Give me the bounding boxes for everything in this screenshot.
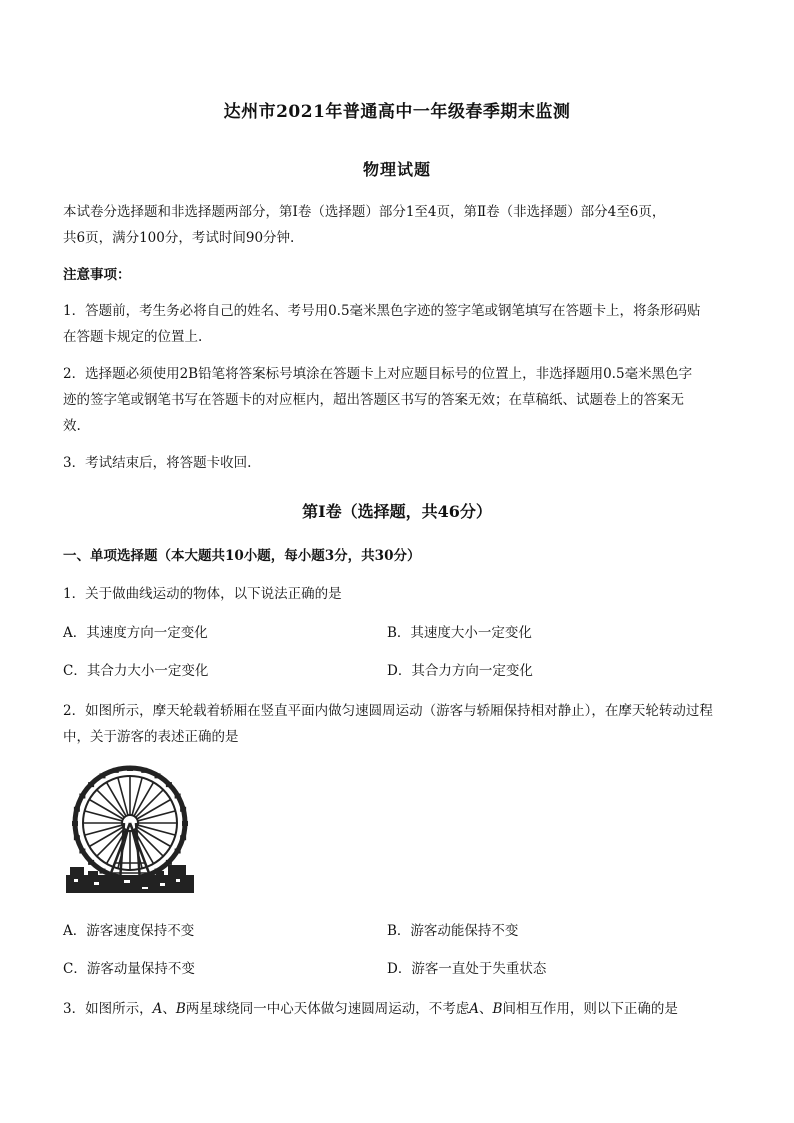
ferris-wheel-figure (64, 763, 196, 895)
ferris-wheel-drawing (72, 766, 188, 881)
separator: 、 (479, 1001, 493, 1017)
note-line: 2．选择题必须使用2B铅笔将答案标号填涂在答题卡上对应题目标号的位置上，非选择题用0.5毫米黑色字 (63, 366, 693, 382)
intro-line: 本试卷分选择题和非选择题两部分，第Ⅰ卷（选择题）部分1至4页，第Ⅱ卷（非选择题）部分4至6页， (63, 204, 666, 220)
question-3-stem (63, 996, 733, 1022)
section-title: 第Ⅰ卷（选择题，共46分） (302, 502, 492, 521)
q2-option-d: D．游客一直处于失重状态 (387, 961, 547, 977)
q2-option-c: C．游客动量保持不变 (63, 961, 195, 977)
note-line: 在答题卡规定的位置上. (63, 329, 203, 345)
stem-line: 2．如图所示，摩天轮载着轿厢在竖直平面内做匀速圆周运动（游客与轿厢保持相对静止），在摩天轮转动过程 (63, 703, 713, 719)
intro-paragraph (63, 199, 733, 251)
note-line: 效. (63, 418, 81, 434)
variable-a: A (469, 1001, 480, 1017)
note-line: 迹的签字笔或钢笔书写在答题卡的对应框内，超出答题区书写的答案无效；在草稿纸、试题卷上的答案无 (63, 392, 684, 408)
q2-option-a: A．游客速度保持不变 (63, 923, 195, 939)
intro-line: 共6页，满分100分，考试时间90分钟. (63, 230, 295, 246)
stem-line: 中，关于游客的表述正确的是 (63, 729, 239, 745)
q1-option-a: A．其速度方向一定变化 (63, 625, 208, 641)
exam-title: 达州市2021年普通高中一年级春季期末监测 (223, 102, 571, 122)
separator: 、 (162, 1001, 176, 1017)
q1-option-c: C．其合力大小一定变化 (63, 663, 209, 679)
variable-b: B (175, 1001, 186, 1017)
note-item-3: 3．考试结束后，将答题卡收回. (63, 455, 252, 471)
q2-option-b: B．游客动能保持不变 (387, 923, 519, 939)
note-item-2 (63, 361, 733, 439)
exam-subtitle: 物理试题 (362, 160, 431, 179)
notes-heading: 注意事项： (63, 267, 131, 283)
stem-text: 间相互作用，则以下正确的是 (502, 1001, 678, 1017)
variable-b: B (492, 1001, 503, 1017)
stem-text: 两星球绕同一中心天体做匀速圆周运动，不考虑 (185, 1001, 470, 1017)
variable-a: A (152, 1001, 163, 1017)
note-line: 1．答题前，考生务必将自己的姓名、考号用0.5毫米黑色字迹的签字笔或钢笔填写在答题卡上，将条形码贴 (63, 303, 701, 319)
stem-text: 3．如图所示， (63, 1001, 153, 1017)
question-1-stem: 1．关于做曲线运动的物体，以下说法正确的是 (63, 586, 342, 602)
section-subtitle: 一、单项选择题（本大题共10小题，每小题3分，共30分） (63, 548, 421, 564)
question-2-stem (63, 698, 733, 750)
q1-option-b: B．其速度大小一定变化 (387, 625, 532, 641)
note-item-1 (63, 298, 733, 350)
q1-option-d: D．其合力方向一定变化 (387, 663, 533, 679)
